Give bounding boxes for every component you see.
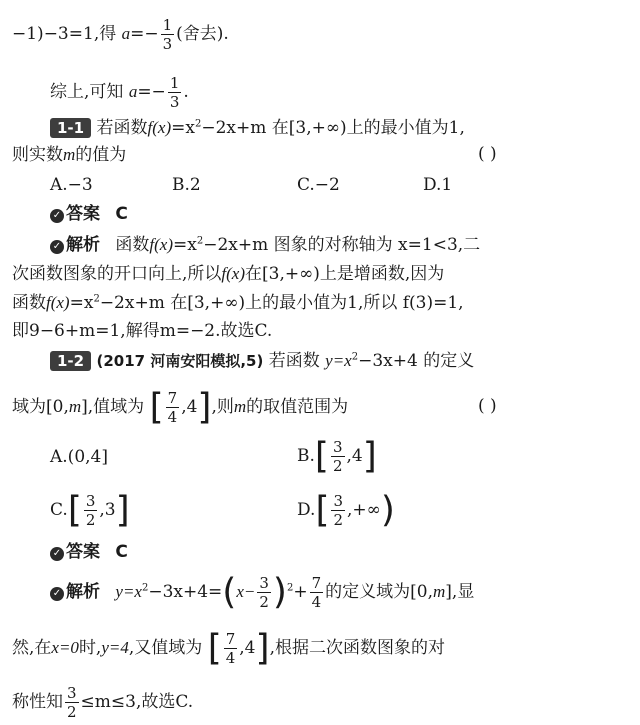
text: 在[3,+∞)上的最小值为1,所以 <box>170 293 398 313</box>
var-m: m <box>63 145 76 164</box>
q1-analysis-line-1 <box>50 234 640 256</box>
text: 称性知 <box>12 692 63 712</box>
q2-option-a: A.(0,4] <box>50 447 108 467</box>
exponent: 2 <box>196 235 204 247</box>
text: (舍去). <box>176 24 229 44</box>
text: 函数 <box>12 293 46 313</box>
answer-icon: ✓ <box>50 209 64 223</box>
fraction <box>65 684 79 721</box>
fraction <box>224 630 238 667</box>
exponent: 2 <box>351 351 359 363</box>
q2-analysis-line-3 <box>12 682 640 722</box>
text: =− <box>137 82 166 102</box>
math: f(x) <box>149 235 173 254</box>
text: ,4 <box>239 638 256 658</box>
answer-icon: ✓ <box>50 547 64 561</box>
question-source: (2017 河南安阳模拟,5) <box>96 352 264 370</box>
math: =x <box>171 118 195 138</box>
q2-stem-line-2 <box>12 387 640 427</box>
left-bracket: [ <box>149 386 164 428</box>
right-bracket: ] <box>115 489 130 531</box>
denominator: 2 <box>332 457 343 475</box>
text: 若函数 <box>268 351 320 371</box>
math: y=x <box>115 582 142 601</box>
text: 在[3,+∞)上的最小值为1, <box>271 118 465 138</box>
math: f(x) <box>147 118 172 137</box>
text: ],值域为 <box>81 397 145 417</box>
q1-analysis-line-3 <box>12 292 640 314</box>
math: −3x+4 <box>358 351 418 371</box>
text: 函数 <box>115 235 150 255</box>
left-bracket: [ <box>314 435 329 477</box>
fraction <box>310 574 324 611</box>
math: x=0 <box>51 638 79 657</box>
left-paren: ( <box>222 571 237 613</box>
q2-option-b <box>297 436 377 476</box>
right-paren: ) <box>272 571 287 613</box>
math: −2x+m <box>201 118 267 138</box>
q1-option-c: C.−2 <box>297 175 340 195</box>
text: ,又值域为 <box>128 638 203 658</box>
option-label: D. <box>297 500 316 520</box>
q1-option-b: B.2 <box>172 175 201 195</box>
math: −2x+m <box>99 293 165 313</box>
answer-value: C <box>115 204 128 224</box>
denominator: 3 <box>162 35 173 53</box>
math: y=x <box>325 351 352 370</box>
denominator: 3 <box>169 93 180 111</box>
q1-answer-paren: ( ) <box>478 144 497 164</box>
answer-label: 答案 <box>66 542 100 562</box>
numerator: 3 <box>332 438 343 456</box>
q2-analysis-line-1 <box>50 572 640 612</box>
text: 则实数 <box>12 145 63 165</box>
numerator: 3 <box>85 492 96 510</box>
denominator: 4 <box>167 408 178 426</box>
exponent: 2 <box>286 582 294 594</box>
math: f(x) <box>221 264 245 283</box>
fraction <box>168 74 182 111</box>
q2-option-d <box>297 490 395 530</box>
text: 的取值范围为 <box>246 397 349 417</box>
q2-option-c <box>50 490 130 530</box>
math: + <box>293 582 308 602</box>
q1-answer-row <box>50 203 640 225</box>
text: ,则 <box>211 397 234 417</box>
text: ,4 <box>181 397 198 417</box>
text: 然,在 <box>12 638 52 658</box>
option-label: B. <box>297 446 315 466</box>
answer-label: 答案 <box>66 204 100 224</box>
fraction <box>84 492 98 529</box>
denominator: 2 <box>67 703 77 721</box>
question-badge: 1-1 <box>50 118 91 138</box>
var-a: a <box>121 24 131 43</box>
prev-line-2 <box>50 74 640 111</box>
left-bracket: [ <box>207 627 222 669</box>
right-paren: ) <box>380 489 395 531</box>
text: 综上,可知 <box>50 82 124 102</box>
var-m: m <box>433 582 446 601</box>
exponent: 2 <box>194 118 202 130</box>
analysis-label: 解析 <box>66 235 100 255</box>
text: 图象的对称轴为 <box>273 235 393 255</box>
math: x=1<3 <box>398 235 458 255</box>
text: 时, <box>78 638 102 658</box>
fraction <box>331 492 345 529</box>
math: =x <box>173 235 197 255</box>
numerator: 7 <box>311 574 322 592</box>
denominator: 2 <box>333 511 344 529</box>
text: 若函数 <box>96 118 148 138</box>
q1-analysis-line-4: 即9−6+m=1,解得m=−2.故选C. <box>12 321 273 341</box>
q1-stem-line-2 <box>12 144 640 166</box>
left-bracket: [ <box>315 489 330 531</box>
math: =x <box>69 293 94 313</box>
right-bracket: ] <box>255 627 270 669</box>
numerator: 3 <box>259 574 269 592</box>
answer-value: C <box>115 542 128 562</box>
text: −1)−3=1,得 <box>12 24 117 44</box>
denominator: 4 <box>225 649 236 667</box>
q1-stem <box>50 117 640 139</box>
fraction <box>161 16 175 53</box>
numerator: 7 <box>167 389 178 407</box>
q1-option-d: D.1 <box>423 175 453 195</box>
text: ,二 <box>457 235 481 255</box>
var-m: m <box>68 397 82 416</box>
right-bracket: ] <box>362 435 377 477</box>
text: ,根据二次函数图象的对 <box>269 638 445 658</box>
var-m: m <box>233 397 247 416</box>
math: −2x+m <box>203 235 269 255</box>
numerator: 3 <box>67 684 77 702</box>
numerator: 1 <box>169 74 180 92</box>
text: =− <box>130 24 159 44</box>
denominator: 2 <box>85 511 96 529</box>
text: 域为[0, <box>12 397 69 417</box>
exponent: 2 <box>141 582 149 594</box>
math: f(3)=1, <box>402 293 464 313</box>
text: ,3 <box>99 500 116 520</box>
numerator: 3 <box>333 492 344 510</box>
analysis-label: 解析 <box>66 582 100 602</box>
q2-answer-paren: ( ) <box>478 396 497 416</box>
math: y=4 <box>101 638 129 657</box>
text: ≤m≤3,故选C. <box>80 692 194 712</box>
var-a: a <box>128 82 138 101</box>
prev-line-1 <box>12 16 640 53</box>
fraction <box>166 389 180 426</box>
numerator: 1 <box>162 16 173 34</box>
math: f(x) <box>46 293 70 312</box>
right-bracket: ] <box>197 386 212 428</box>
text: 的定义 <box>423 351 475 371</box>
math: x− <box>236 582 256 601</box>
q2-analysis-line-2 <box>12 628 640 668</box>
fraction <box>331 438 345 475</box>
q2-answer-row <box>50 541 640 563</box>
analysis-icon: ✓ <box>50 587 64 601</box>
text: 的值为 <box>75 145 127 165</box>
denominator: 2 <box>259 593 269 611</box>
numerator: 7 <box>225 630 236 648</box>
left-bracket: [ <box>67 489 82 531</box>
text: . <box>183 82 189 102</box>
q2-stem <box>50 350 640 372</box>
text: 次函数图象的开口向上,所以 <box>12 264 222 284</box>
option-label: C. <box>50 500 68 520</box>
text: 的定义域为[0, <box>325 582 433 602</box>
exponent: 2 <box>93 293 100 305</box>
fraction <box>257 574 271 611</box>
text: ,4 <box>346 446 363 466</box>
analysis-icon: ✓ <box>50 240 64 254</box>
math: −3x+4= <box>148 582 223 602</box>
q1-analysis-line-2 <box>12 263 640 285</box>
denominator: 4 <box>311 593 322 611</box>
q1-option-a: A.−3 <box>50 175 93 195</box>
text: ,+∞ <box>347 500 381 520</box>
question-badge: 1-2 <box>50 351 91 371</box>
text: ],显 <box>445 582 475 602</box>
text: 在[3,+∞)上是增函数,因为 <box>245 264 445 284</box>
